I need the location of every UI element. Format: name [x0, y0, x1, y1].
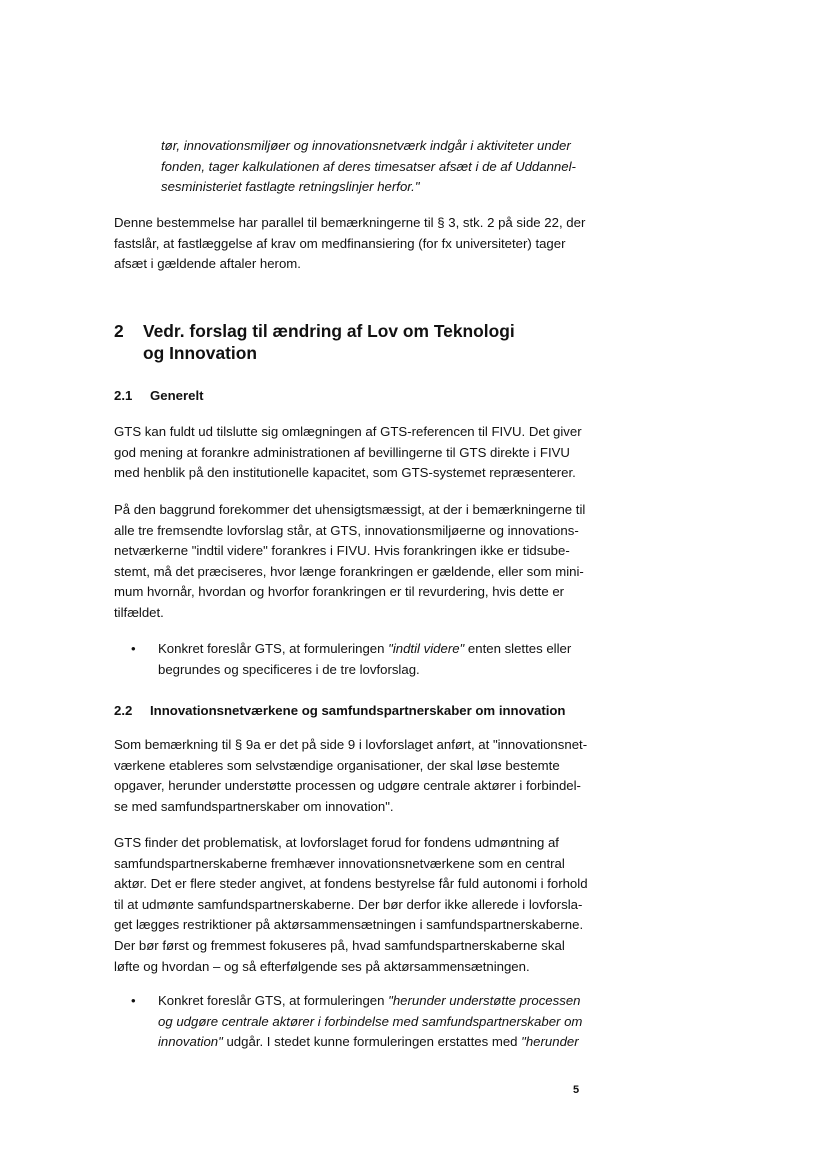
emphasis-text: "indtil videre": [388, 641, 465, 656]
text-line: mum hvornår, hvordan og hvorfor forankringen er til revurdering, hvis dette er: [114, 584, 565, 600]
bullet-item-1: [158, 639, 588, 680]
emphasis-text: "herunder understøtte processen: [388, 993, 581, 1008]
quote-line: tør, innovationsmiljøer og innovationsnetværk indgår i aktiviteter under: [161, 138, 571, 153]
subsection-number: 2.1: [114, 388, 133, 403]
section-title-line: Vedr. forslag til ændring af Lov om Teknologi: [143, 321, 515, 341]
paragraph-4: [114, 735, 586, 817]
text-line: værkene etableres som selvstændige organisationer, der skal løse bestemte: [114, 757, 560, 773]
text-line: med henblik på den institutionelle kapacitet, som GTS-systemet repræsenterer.: [114, 465, 576, 481]
quote-block: [161, 136, 586, 198]
text-line: GTS finder det problematisk, at lovforslaget forud for fondens udmøntning af: [114, 835, 559, 850]
text-line: afsæt i gældende aftaler herom.: [114, 256, 301, 272]
text-run: Konkret foreslår GTS, at formuleringen: [158, 641, 389, 656]
text-line: På den baggrund forekommer det uhensigtsmæssigt, at der i bemærkningerne til: [114, 502, 586, 517]
text-line: se med samfundspartnerskaber om innovation".: [114, 798, 394, 814]
section-title: [143, 321, 515, 364]
emphasis-text: og udgøre centrale aktører i forbindelse med samfundspartnerskaber om: [158, 1013, 583, 1029]
paragraph-3: [114, 500, 586, 624]
text-line: [158, 1032, 588, 1053]
bullet-point: •: [131, 993, 136, 1008]
section-number: 2: [114, 321, 124, 341]
text-line: aktør. Det er flere steder angivet, at fondens bestyrelse får fuld autonomi i forhold: [114, 876, 588, 892]
text-line: GTS kan fuldt ud tilslutte sig omlægningen af GTS-referencen til FIVU. Det giver: [114, 424, 582, 439]
text-line: løfte og hvordan – og så efterfølgende ses på aktørsammensætningen.: [114, 958, 530, 974]
paragraph-5: [114, 833, 586, 977]
text-line: netværkerne "indtil videre" forankres i FIVU. Hvis forankringen ikke er tidsube-: [114, 543, 570, 559]
text-run: enten slettes eller: [464, 641, 572, 656]
text-line: Denne bestemmelse har parallel til bemærkningerne til § 3, stk. 2 på side 22, der: [114, 215, 586, 230]
text-line: alle tre fremsendte lovforslag står, at GTS, innovationsmiljøerne og innovations-: [114, 522, 579, 538]
text-line: [158, 639, 588, 660]
text-line: [158, 1012, 588, 1033]
quote-line: sesministeriet fastlagte retningslinjer herfor.": [161, 179, 420, 195]
text-line: Som bemærkning til § 9a er det på side 9 i lovforslaget anført, at "innovationsnet-: [114, 737, 588, 752]
text-line: get lægges restriktioner på aktørsammensætningen i samfundspartnerskaberne.: [114, 917, 584, 933]
text-line: Der bør først og fremmest fokuseres på, hvad samfundspartnerskaberne skal: [114, 937, 565, 953]
page-number: 5: [573, 1084, 580, 1096]
emphasis-text: "herunder: [521, 1034, 579, 1050]
subsection-title: Innovationsnetværkene og samfundspartnerskaber om innovation: [150, 703, 566, 718]
text-line: tilfældet.: [114, 604, 164, 620]
text-run: udgår. I stedet kunne formuleringen erstattes med: [222, 1034, 522, 1050]
bullet-point: •: [131, 641, 136, 656]
text-line: fastslår, at fastlæggelse af krav om medfinansiering (for fx universiteter) tager: [114, 235, 566, 251]
quote-line: fonden, tager kalkulationen af deres timesatser afsæt i de af Uddannel-: [161, 158, 576, 174]
subsection-number: 2.2: [114, 703, 133, 718]
bullet-item-2: [158, 991, 588, 1053]
paragraph-2: [114, 422, 586, 484]
text-line: opgaver, herunder understøtte processen og udgøre centrale aktører i forbindel-: [114, 778, 581, 794]
text-run: Konkret foreslår GTS, at formuleringen: [158, 993, 389, 1008]
emphasis-text: innovation": [158, 1034, 223, 1050]
subsection-title: Generelt: [150, 388, 204, 403]
text-line: begrundes og specificeres i de tre lovforslag.: [158, 661, 420, 677]
paragraph-1: [114, 213, 586, 275]
text-line: til at udmønte samfundspartnerskaberne. Der bør derfor ikke allerede i lovforsla-: [114, 896, 583, 912]
section-title-line: og Innovation: [143, 342, 257, 363]
text-line: [158, 991, 588, 1012]
text-line: god mening at forankre administrationen af bevillingerne til GTS direkte i FIVU: [114, 444, 570, 460]
text-line: samfundspartnerskaberne fremhæver innovationsnetværkene som en central: [114, 855, 565, 871]
text-line: stemt, må det præciseres, hvor længe forankringen er gældende, eller som mini-: [114, 563, 584, 579]
